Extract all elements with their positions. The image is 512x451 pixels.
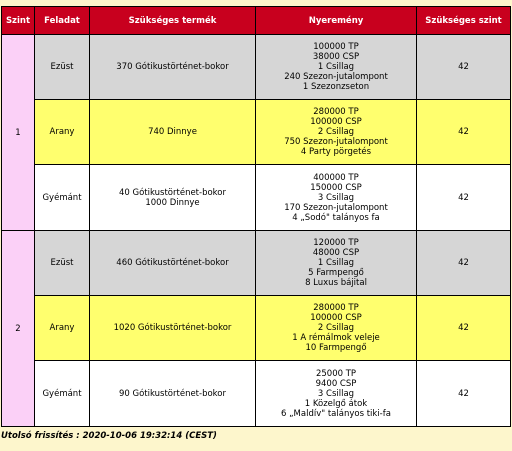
nyeremeny-line: 10 Farmpengő xyxy=(305,343,367,353)
nyeremeny-line: 120000 TP xyxy=(313,238,359,248)
termek-cell xyxy=(90,35,256,100)
header-nyeremeny: Nyeremény xyxy=(256,7,417,35)
termek-line: 40 Gótikustörténet-bokor xyxy=(119,187,226,198)
nyeremeny-line: 150000 CSP xyxy=(310,182,362,193)
nyeremeny-line: 170 Szezon-jutalompont xyxy=(284,202,388,213)
szukseges-szint-cell: 42 xyxy=(417,231,511,296)
termek-line: 460 Gótikustörténet-bokor xyxy=(116,258,229,268)
termek-cell xyxy=(90,100,256,165)
szint-cell: 2 xyxy=(2,231,35,427)
szukseges-szint-cell: 42 xyxy=(417,165,511,231)
szint-cell: 1 xyxy=(2,35,35,231)
table-header-row xyxy=(2,7,511,35)
nyeremeny-line: 38000 CSP xyxy=(312,52,360,62)
header-szint: Szint xyxy=(2,7,35,35)
termek-line: 90 Gótikustörténet-bokor xyxy=(119,388,226,399)
nyeremeny-line: 5 Farmpengő xyxy=(308,268,364,278)
table-row xyxy=(2,165,511,231)
table-row xyxy=(2,35,511,100)
last-updated-text: Utolsó frissítés : 2020-10-06 19:32:14 (CEST) xyxy=(1,431,217,441)
termek-cell xyxy=(90,165,256,231)
nyeremeny-cell xyxy=(256,361,417,427)
feladat-cell: Ezüst xyxy=(35,35,90,100)
feladat-cell: Gyémánt xyxy=(35,165,90,231)
termek-cell xyxy=(90,296,256,361)
termek-line: 370 Gótikustörténet-bokor xyxy=(116,62,229,72)
feladat-cell: Ezüst xyxy=(35,231,90,296)
nyeremeny-line: 1 Csillag xyxy=(317,258,355,268)
nyeremeny-cell xyxy=(256,35,417,100)
nyeremeny-line: 100000 CSP xyxy=(310,117,362,127)
szukseges-szint-cell: 42 xyxy=(417,100,511,165)
header-szukseges-szint: Szükséges szint xyxy=(417,7,511,35)
nyeremeny-line: 4 „Sodó" talányos fa xyxy=(292,212,380,223)
table-row xyxy=(2,231,511,296)
nyeremeny-cell xyxy=(256,100,417,165)
table-row xyxy=(2,296,511,361)
nyeremeny-line: 1 Közelgő átok xyxy=(304,398,368,409)
nyeremeny-line: 2 Csillag xyxy=(317,127,355,137)
nyeremeny-line: 3 Csillag xyxy=(317,388,355,399)
rewards-table xyxy=(1,6,511,427)
nyeremeny-cell xyxy=(256,165,417,231)
termek-line: 740 Dinnye xyxy=(148,127,197,137)
table-body xyxy=(2,35,511,427)
nyeremeny-line: 100000 TP xyxy=(313,42,359,52)
nyeremeny-line: 2 Csillag xyxy=(317,323,355,333)
nyeremeny-line: 25000 TP xyxy=(315,368,357,379)
nyeremeny-line: 9400 CSP xyxy=(315,378,357,389)
table-row xyxy=(2,361,511,427)
nyeremeny-line: 750 Szezon-jutalompont xyxy=(284,137,388,147)
szukseges-szint-cell: 42 xyxy=(417,296,511,361)
nyeremeny-line: 240 Szezon-jutalompont xyxy=(284,72,388,82)
nyeremeny-line: 1 Csillag xyxy=(317,62,355,72)
nyeremeny-line: 48000 CSP xyxy=(312,248,360,258)
header-termek: Szükséges termék xyxy=(90,7,256,35)
nyeremeny-cell xyxy=(256,296,417,361)
nyeremeny-cell xyxy=(256,231,417,296)
termek-cell xyxy=(90,231,256,296)
nyeremeny-line: 3 Csillag xyxy=(317,192,355,203)
termek-line: 1020 Gótikustörténet-bokor xyxy=(113,323,232,333)
nyeremeny-line: 4 Party pörgetés xyxy=(300,147,372,157)
nyeremeny-line: 280000 TP xyxy=(313,107,359,117)
nyeremeny-line: 1 Szezonzseton xyxy=(302,82,370,92)
feladat-cell: Arany xyxy=(35,296,90,361)
nyeremeny-line: 400000 TP xyxy=(313,172,359,183)
nyeremeny-line: 6 „Maldív" talányos tiki-fa xyxy=(281,408,391,419)
nyeremeny-line: 280000 TP xyxy=(313,303,359,313)
table-row xyxy=(2,100,511,165)
nyeremeny-line: 1 A rémálmok veleje xyxy=(292,333,380,343)
header-feladat: Feladat xyxy=(35,7,90,35)
termek-cell xyxy=(90,361,256,427)
szukseges-szint-cell: 42 xyxy=(417,361,511,427)
feladat-cell: Gyémánt xyxy=(35,361,90,427)
nyeremeny-line: 100000 CSP xyxy=(310,313,362,323)
feladat-cell: Arany xyxy=(35,100,90,165)
termek-line: 1000 Dinnye xyxy=(145,197,200,208)
szukseges-szint-cell: 42 xyxy=(417,35,511,100)
nyeremeny-line: 8 Luxus bájital xyxy=(305,278,367,288)
